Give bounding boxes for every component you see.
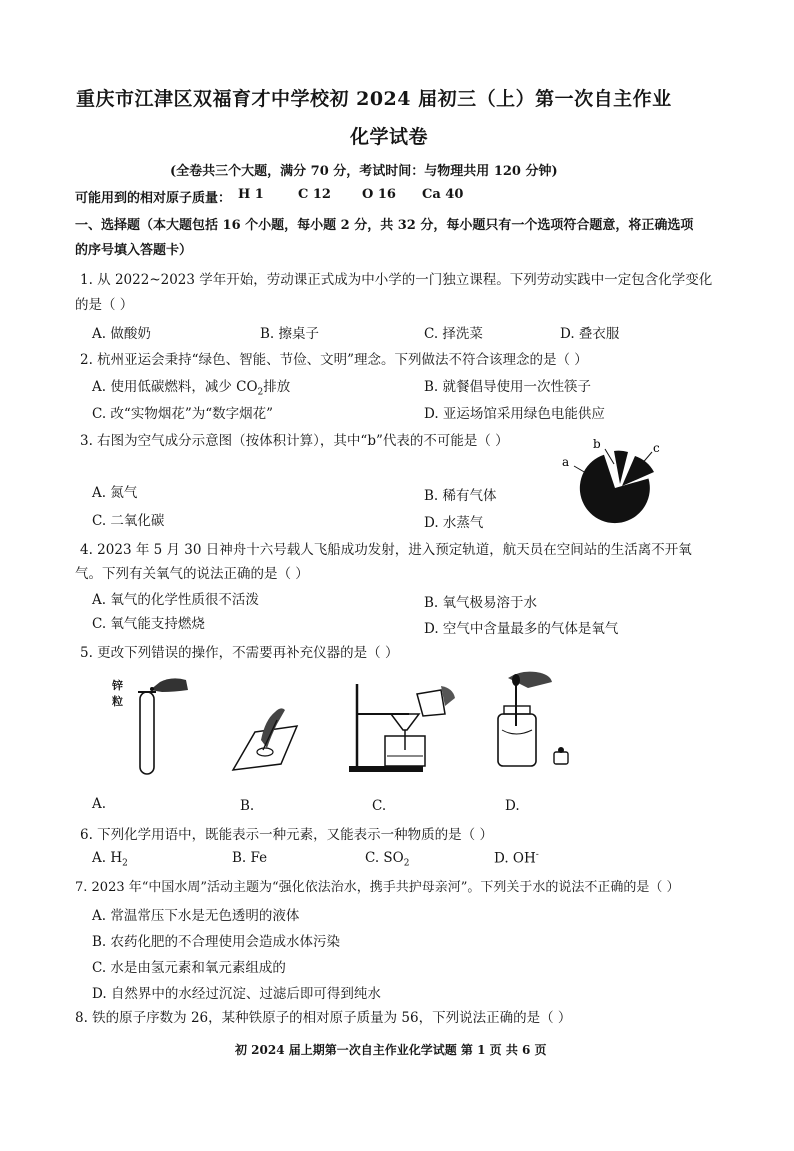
question-1-option-a: A. 做酸奶 [92,326,151,342]
question-5-stem: 5. 更改下列错误的操作，不需要再补充仪器的是（ ） [80,645,399,661]
page-subtitle: 化学试卷 [350,126,429,148]
question-4-stem-cont: 气。下列有关氧气的说法正确的是（ ） [75,566,309,582]
pie-label-c: c [653,441,660,455]
question-3-option-a: A. 氮气 [92,485,138,501]
atomic-mass-c: C 12 [298,187,331,202]
question-1-option-c: C. 择洗菜 [424,326,483,342]
question-4-option-c: C. 氧气能支持燃烧 [92,616,205,632]
question-5-option-a: A. [92,796,107,812]
zinc-label-1: 锌 [112,679,123,692]
question-1-option-b: B. 擦桌子 [260,326,320,342]
question-2-option-a: A. 使用低碳燃料，减少 $CO_2$排放 [92,379,291,398]
question-4-option-a: A. 氧气的化学性质很不活泼 [92,592,259,608]
question-5-option-c: C. [372,798,387,814]
question-8-stem: 8. 铁的原子序数为 26，某种铁原子的相对原子质量为 56，下列说法正确的是（ ） [75,1010,572,1026]
question-6-option-a: A. $H_2$ [92,850,128,869]
question-7-stem: 7. 2023 年“中国水周”活动主题为“强化依法治水，携手共护母亲河”。下列关于水的说法不正确的是（ ） [75,880,680,895]
question-6-option-d: D. OH- [494,850,539,867]
page-title: 重庆市江津区双福育才中学校初 2024 届初三（上）第一次自主作业 [76,88,672,110]
section-heading-cont: 的序号填入答题卡） [75,243,193,258]
question-6-option-b: B. Fe [232,850,268,866]
ph-paper-figure [225,700,325,780]
atomic-mass-label: 可能用到的相对原子质量： [75,191,232,206]
question-3-option-d: D. 水蒸气 [424,515,484,531]
dropper-bottle-figure [490,668,590,780]
question-3-option-b: B. 稀有气体 [424,488,497,504]
page-footer: 初 2024 届上期第一次自主作业化学试题 第 1 页 共 6 页 [235,1043,547,1057]
question-2-option-d: D. 亚运场馆采用绿色电能供应 [424,406,605,422]
atomic-mass-o: O 16 [362,187,396,202]
question-1-option-d: D. 叠衣服 [560,326,620,342]
pie-label-b: b [593,437,601,451]
question-5-option-d: D. [505,798,520,814]
air-composition-pie-figure [560,436,670,526]
question-4-stem: 4. 2023 年 5 月 30 日神舟十六号载人飞船成功发射，进入预定轨道，航天员在空间站的生活离不开氧 [80,542,692,558]
zinc-test-tube-figure [110,676,200,786]
question-6-stem: 6. 下列化学用语中，既能表示一种元素，又能表示一种物质的是（ ） [80,827,493,843]
section-heading: 一、选择题（本大题包括 16 个小题，每小题 2 分，共 32 分，每小题只有一个选项符合题意，将正确选项 [75,218,694,233]
filtration-figure [345,680,465,780]
question-7-option-b: B. 农药化肥的不合理使用会造成水体污染 [92,934,341,950]
question-2-option-b: B. 就餐倡导使用一次性筷子 [424,379,592,395]
question-1-stem-cont: 的是（ ） [75,297,134,313]
question-7-option-d: D. 自然界中的水经过沉淀、过滤后即可得到纯水 [92,986,381,1002]
zinc-label-2: 粒 [112,695,123,708]
question-3-stem: 3. 右图为空气成分示意图（按体积计算），其中“b”代表的不可能是（ ） [80,433,509,449]
exam-info: (全卷共三个大题，满分 70 分，考试时间：与物理共用 120 分钟) [170,164,558,179]
question-1-stem: 1. 从 2022~2023 学年开始，劳动课正式成为中小学的一门独立课程。下列劳动实践中一定包含化学变化 [80,272,713,288]
pie-label-a: a [562,455,570,469]
question-7-option-c: C. 水是由氢元素和氧元素组成的 [92,960,286,976]
question-4-option-d: D. 空气中含量最多的气体是氧气 [424,621,619,637]
question-7-option-a: A. 常温常压下水是无色透明的液体 [92,908,300,924]
question-4-option-b: B. 氧气极易溶于水 [424,595,538,611]
atomic-mass-ca: Ca 40 [422,187,464,202]
question-5-option-b: B. [240,798,255,814]
question-2-stem: 2. 杭州亚运会秉持“绿色、智能、节俭、文明”理念。下列做法不符合该理念的是（ ） [80,352,588,368]
question-6-option-c: C. $SO_2$ [365,850,410,869]
atomic-mass-h: H 1 [238,187,264,202]
question-3-option-c: C. 二氧化碳 [92,513,165,529]
question-2-option-c: C. 改“实物烟花”为“数字烟花” [92,406,274,422]
